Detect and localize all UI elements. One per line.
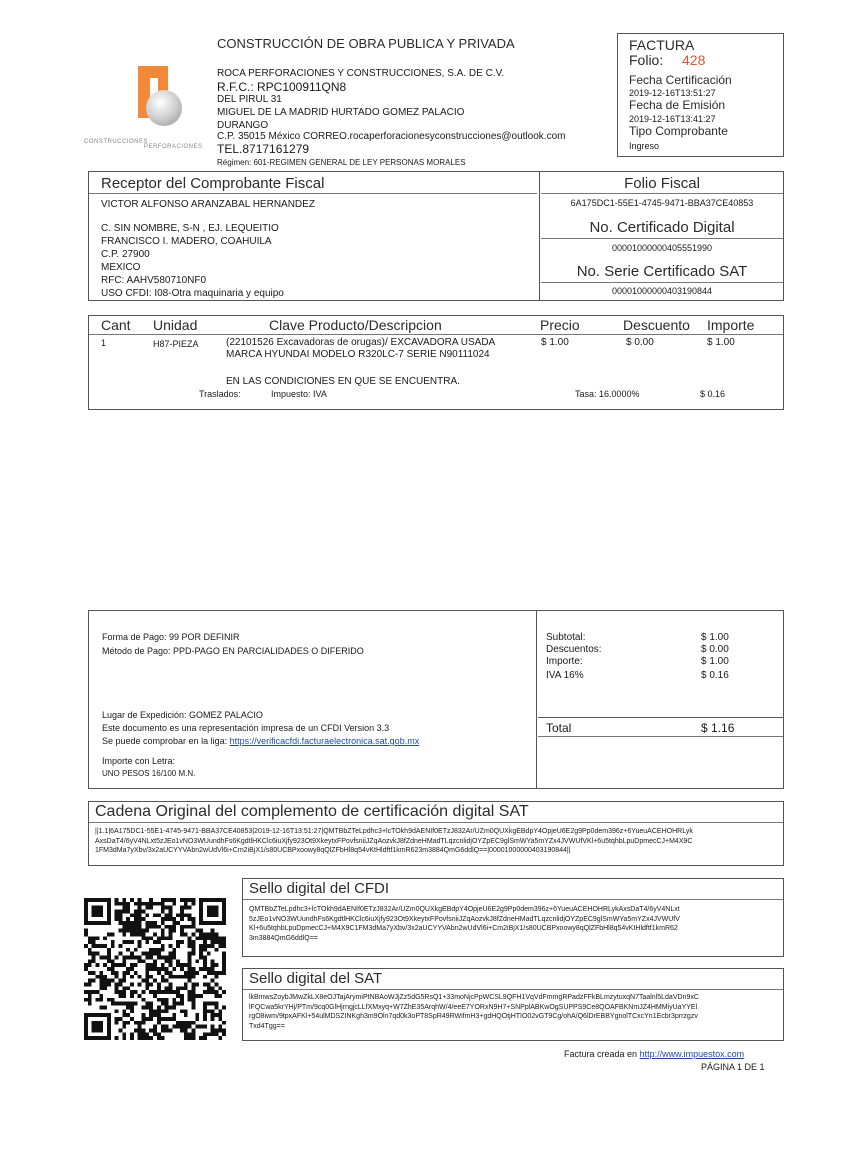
folio-fiscal-title: Folio Fiscal (624, 175, 700, 192)
col-header-precio: Precio (540, 317, 580, 333)
col-header-importe: Importe (707, 317, 755, 333)
row-traslados: Traslados: (199, 389, 241, 399)
payment-box (88, 610, 784, 789)
importe-letra: UNO PESOS 16/100 M.N. (102, 769, 196, 778)
cfdi-representation: Este documento es una representación impresa de un CFDI Version 3.3 (102, 723, 390, 733)
folio-fiscal-value: 6A175DC1-55E1-4745-9471-BBA37CE40853 (570, 198, 754, 208)
descuentos-label: Descuentos: (546, 644, 602, 655)
serie-sat-title: No. Serie Certificado SAT (576, 263, 748, 280)
importe-value: $ 1.00 (701, 656, 729, 667)
sello-cfdi-title: Sello digital del CFDI (249, 880, 390, 897)
receptor-country: MEXICO (101, 262, 141, 273)
issuer-colony: MIGUEL DE LA MADRID HURTADO GOMEZ PALACIO (217, 107, 465, 118)
verify-link[interactable]: https://verificacfdi.facturaelectronica.sat.gob.mx (229, 736, 420, 746)
invoice-title: FACTURA (629, 37, 695, 53)
emision-date-value: 2019-12-16T13:41:27 (629, 114, 716, 124)
row-descuento: $ 0.00 (626, 337, 654, 348)
col-header-cant: Cant (101, 317, 131, 333)
verify-line (102, 736, 419, 746)
issuer-rfc: R.F.C.: RPC100911QN8 (217, 80, 347, 94)
row-precio: $ 1.00 (541, 337, 569, 348)
cert-digital-title: No. Certificado Digital (589, 219, 735, 236)
folio-value: 428 (682, 52, 706, 68)
row-unidad: H87-PIEZA (153, 339, 199, 349)
receptor-rfc: RFC: AAHV580710NF0 (101, 275, 207, 286)
sello-cfdi-box (242, 878, 784, 957)
col-header-descuento: Descuento (623, 317, 690, 333)
forma-pago: Forma de Pago: 99 POR DEFINIR (102, 632, 240, 642)
tipo-value: Ingreso (629, 141, 660, 151)
metodo-pago: Método de Pago: PPD-PAGO EN PARCIALIDADES O DIFERIDO (102, 646, 364, 656)
sello-sat-text: lkBmwsZoybJMwZkLX8eOJTajArymiPtNBAoWJjZz5dG5RsQ1+33moNjcPpWCSL9QFH1VqVdFmmgRPadzFFkBLmzytuxqN7Taalnl5LdaVDn9xClFQCwa5krYHj/PTm/9cq0GlHjrngjcLLfXMxyq+W7ZhE35ArqhW/4/eeE7YORxN9H7+SNPplABKwOgSUPPS9Ce8QOAFBKNmJZ4HMMiyUaYYElrgO8iwm/9tpxAFKl+54ulMDSZINKgh3m9Oln7qd0k3oPT8SpR49RWifmH3+gdHQOtjHTIO02vGT9Cg/ohA/Q6lDrEBBYgnolTCxcYn1Ecbr3prrzgzvTxd4Tgg== (249, 994, 699, 1030)
receptor-addr2: FRANCISCO I. MADERO, COAHUILA (101, 236, 272, 247)
row-desc3: EN LAS CONDICIONES EN QUE SE ENCUENTRA. (226, 376, 460, 387)
footer-created-label: Factura creada en (564, 1049, 638, 1059)
importe-letra-label: Importe con Letra: (102, 756, 176, 766)
cadena-title: Cadena Original del complemento de certificación digital SAT (95, 803, 529, 820)
cert-date-label: Fecha Certificación (629, 73, 732, 87)
footer-link[interactable]: http://www.impuestox.com (639, 1049, 745, 1059)
footer-created (564, 1049, 744, 1059)
col-header-clave: Clave Producto/Descripcion (269, 317, 442, 333)
issuer-regimen: Régimen: 601-REGIMEN GENERAL DE LEY PERSONAS MORALES (217, 158, 466, 167)
iva-value: $ 0.16 (701, 670, 729, 681)
row-tasa: Tasa: 16.0000% (575, 389, 640, 399)
verify-label: Se puede comprobar en la liga: (102, 736, 228, 746)
logo-text-2: PERFORACIONES (144, 144, 203, 150)
receptor-name: VICTOR ALFONSO ARANZABAL HERNANDEZ (101, 199, 315, 210)
cadena-text: ||1.1|6A175DC1-55E1-4745-9471-BBA37CE40853|2019-12-16T13:51:27|QMTBbZTeLpdhc3+lcTOkh9dAENIf0ETzJ832Ar/UZm0QUXkgEBdpY4OpjeU6E2g9Pp0dem396z+6YueuACEHOHRLykAxsDaT4/6yV4NLxt5zJEo1vNO3WUundhFs6KgdtlHKClc6iuXjfy923Ot9XkeytxFPovfsniiJZqAozvkJ8fZdneHMadTLqzcnlidjOYZpEC9glSmWYa5mYZx4JVWUfVKl+6u5tqhbLpuDpmecCJ+M4X9C1FM3dMa7yXbv/3x2aUCYYVAbn2wUdVl6i+Cm2iBjX1/s80UCBPxoowy8qQlZFbHl8q54vKtHldftf1kmR623m3884QmG6ddlQ==|00001000000403190844|| (95, 828, 693, 854)
lugar-expedicion: Lugar de Expedición: GOMEZ PALACIO (102, 710, 263, 720)
company-logo (84, 62, 204, 152)
folio-label: Folio: (629, 52, 664, 68)
cadena-original-box (88, 801, 784, 866)
sello-sat-box (242, 968, 784, 1041)
page-number: PÁGINA 1 DE 1 (701, 1062, 765, 1072)
emision-date-label: Fecha de Emisión (629, 98, 726, 112)
row-desc2: MARCA HYUNDAI MODELO R320LC-7 SERIE N90111024 (226, 349, 490, 360)
logo-text-1: CONSTRUCCIONES (84, 139, 149, 145)
sello-sat-title: Sello digital del SAT (249, 970, 383, 987)
iva-label: IVA 16% (546, 670, 584, 681)
total-label: Total (546, 721, 572, 735)
issuer-name: ROCA PERFORACIONES Y CONSTRUCCIONES, S.A. DE C.V. (217, 68, 505, 79)
receptor-title: Receptor del Comprobante Fiscal (101, 175, 325, 192)
row-tax-amount: $ 0.16 (700, 389, 726, 399)
issuer-tel: TEL.8717161279 (217, 142, 310, 156)
invoice-info-box (617, 33, 784, 157)
row-impuesto: Impuesto: IVA (271, 389, 327, 399)
receptor-cp: C.P. 27900 (101, 249, 150, 260)
issuer-heading: CONSTRUCCIÓN DE OBRA PUBLICA Y PRIVADA (217, 36, 515, 51)
total-value: $ 1.16 (701, 721, 735, 735)
subtotal-label: Subtotal: (546, 632, 586, 643)
items-table (88, 315, 784, 410)
receptor-addr1: C. SIN NOMBRE, S-N , EJ. LEQUEITIO (101, 223, 279, 234)
receptor-box (88, 171, 784, 301)
row-importe: $ 1.00 (707, 337, 735, 348)
subtotal-value: $ 1.00 (701, 632, 729, 643)
row-desc1: (22101526 Excavadoras de orugas)/ EXCAVADORA USADA (226, 337, 496, 348)
sello-cfdi-text: QMTBbZTeLpdhc3+lcTOkh9dAENIf0ETzJ832Ar/UZm0QUXkgEBdpY4OpjeU6E2g9Pp0dem396z+6YueuACEHOHRLykAxsDaT4/6yV4NLxt5zJEo1vNO3WUundhFs6KgdtlHKClc6iuXjfy923Ot9XkeytxFPovfsniiJZqAozvkJ8fZdneHMadTLqzcnlidjOYZpEC9glSmWYa5mYZx4JVWUfVKl+6u5tqhbLpuDpmecCJ+M4X9C1FM3dMa7yXbv/3x2aUCYYVAbn2wUdVl6i+Cm2iBjX1/s80UCBPxoowy8qQlZFbHl8q54vKtHldftf1kmR623m3884QmG6ddlQ== (249, 906, 680, 942)
cert-date-value: 2019-12-16T13:51:27 (629, 88, 716, 98)
descuentos-value: $ 0.00 (701, 644, 729, 655)
col-header-unidad: Unidad (153, 317, 198, 333)
issuer-cp-email: C.P. 35015 México CORREO.rocaperforacionesyconstrucciones@outlook.com (217, 131, 566, 142)
qr-code-graphic (84, 898, 226, 1040)
qr-code (84, 898, 226, 1040)
qr-modules (84, 898, 226, 1040)
importe-label: Importe: (546, 656, 583, 667)
row-cant: 1 (101, 338, 107, 348)
issuer-street: DEL PIRUL 31 (217, 94, 282, 105)
tipo-label: Tipo Comprobante (629, 124, 728, 138)
serie-sat-value: 00001000000403190844 (611, 286, 713, 296)
receptor-uso: USO CFDI: I08-Otra maquinaria y equipo (101, 288, 284, 299)
issuer-state: DURANGO (217, 120, 269, 131)
cert-digital-value: 00001000000405551990 (611, 243, 713, 253)
